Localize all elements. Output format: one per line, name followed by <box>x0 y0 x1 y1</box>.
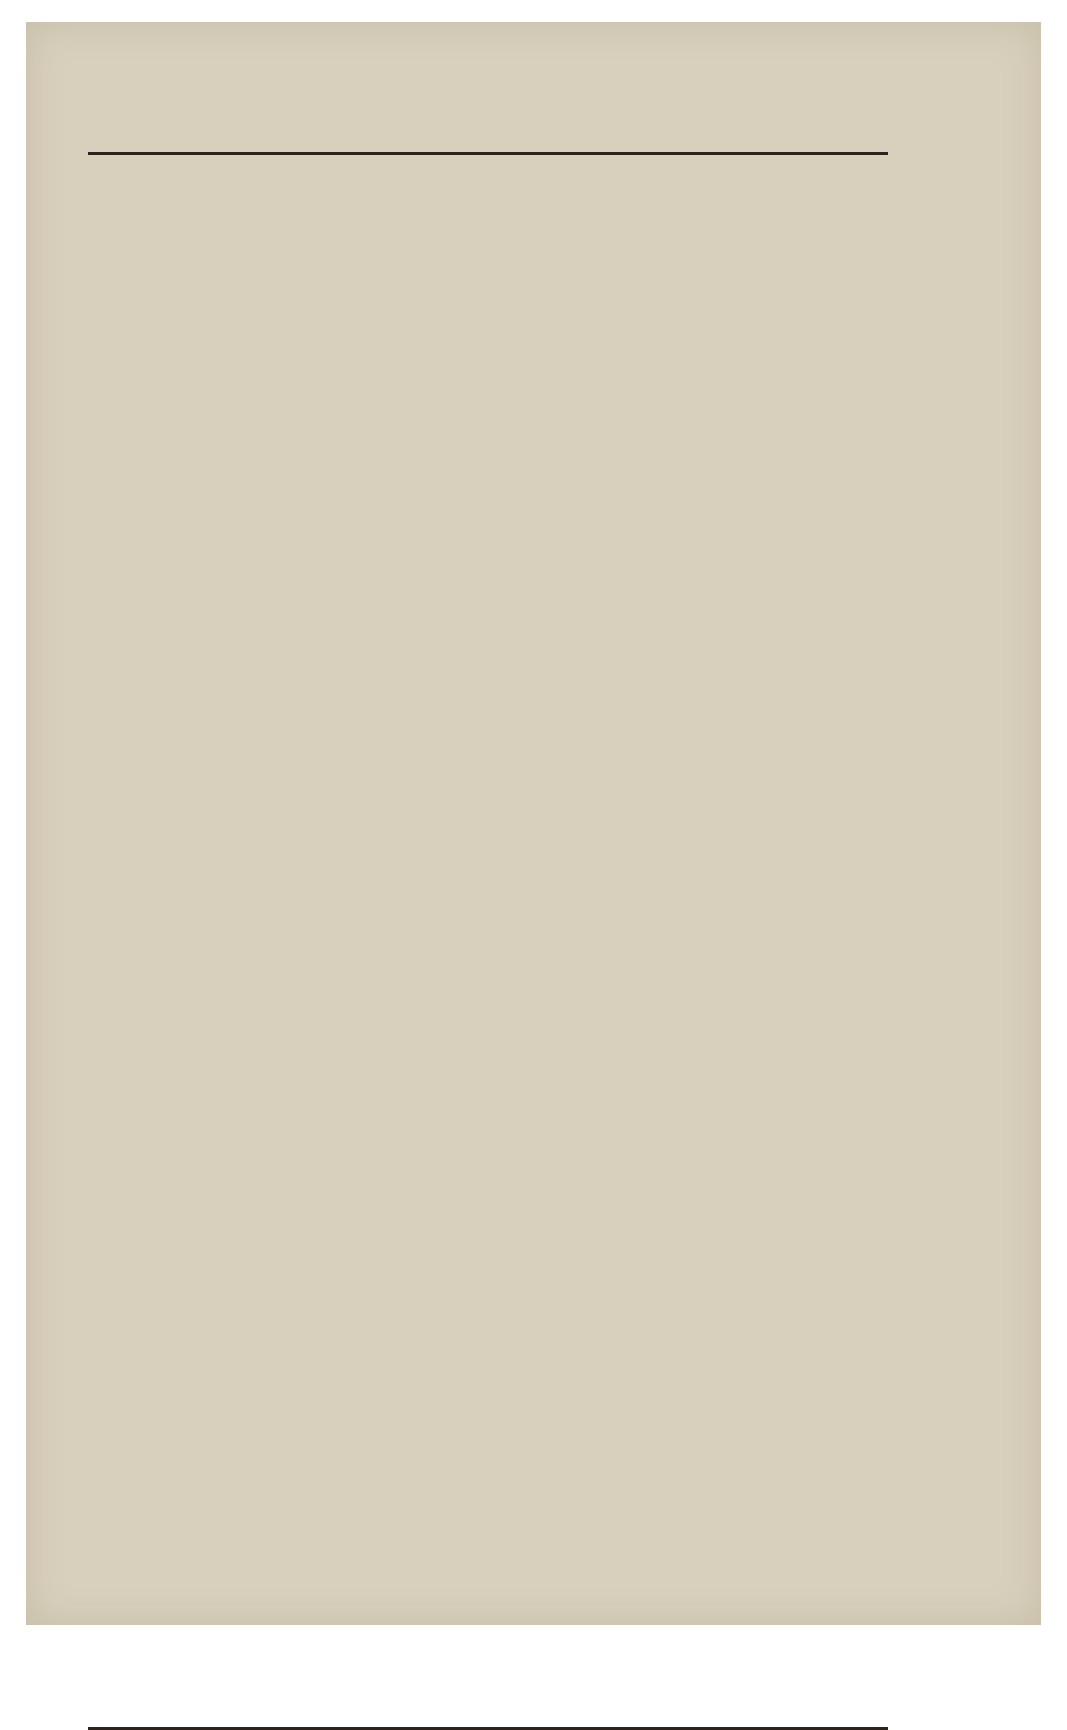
book-page <box>26 22 1041 1625</box>
top-rule <box>88 152 888 155</box>
